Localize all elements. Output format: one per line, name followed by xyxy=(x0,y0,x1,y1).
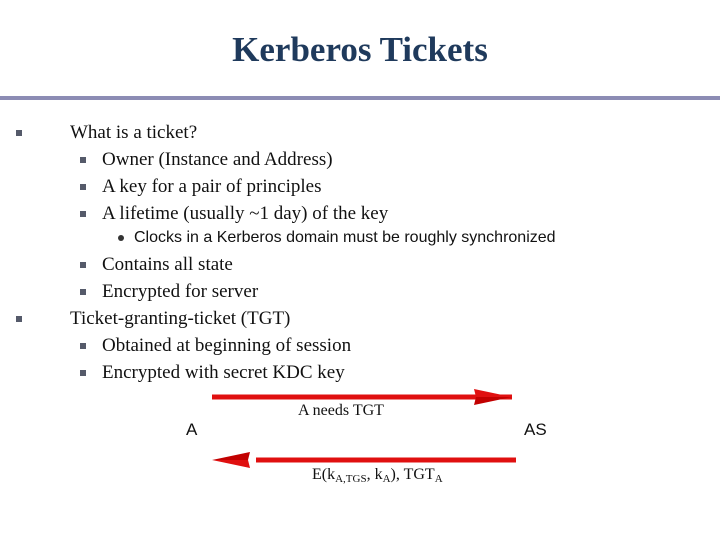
message-request-label: A needs TGT xyxy=(298,402,384,419)
bullet-what-is-ticket: What is a ticket? xyxy=(70,122,198,143)
node-a-label: A xyxy=(186,420,198,439)
bullet-encrypted-server: Encrypted for server xyxy=(102,281,259,302)
bullet-owner: Owner (Instance and Address) xyxy=(102,149,333,170)
bullet-lifetime: A lifetime (usually ~1 day) of the key xyxy=(102,203,389,224)
node-as-label: AS xyxy=(524,420,547,439)
slide-title: Kerberos Tickets xyxy=(232,30,488,69)
bullet-clocks: Clocks in a Kerberos domain must be roughly synchronized xyxy=(134,229,556,246)
bullet-key-pair: A key for a pair of principles xyxy=(102,176,322,197)
bullet-contains-state: Contains all state xyxy=(102,254,233,275)
bullet-tgt: Ticket-granting-ticket (TGT) xyxy=(70,308,291,329)
bullet-obtained: Obtained at beginning of session xyxy=(102,335,352,356)
message-reply-label: $E(k_{A,TGS}$, $k_A$), $TGT_A$ xyxy=(312,466,443,485)
bullet-encrypted-kdc: Encrypted with secret KDC key xyxy=(102,362,345,383)
